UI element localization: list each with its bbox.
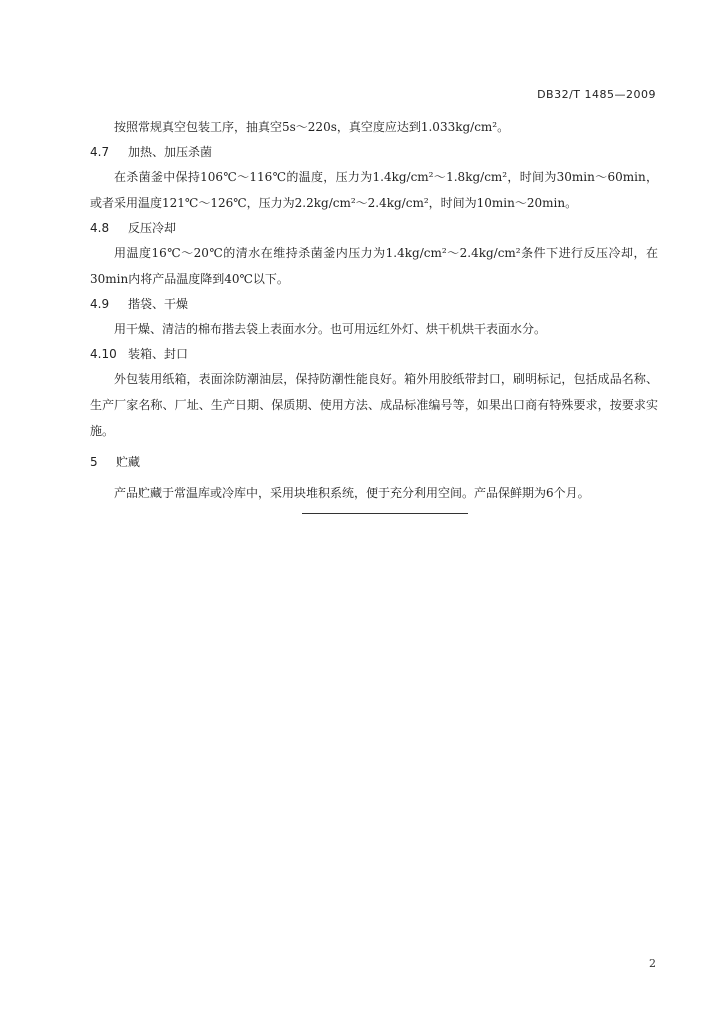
section-heading-4-8	[90, 216, 658, 240]
end-rule	[302, 513, 468, 514]
section-number: 4.9	[90, 297, 110, 311]
section-number: 4.10	[90, 347, 117, 361]
section-body-5: 产品贮藏于常温库或冷库中，采用块堆积系统，便于充分利用空间。产品保鲜期为6个月。	[114, 486, 590, 500]
section-title: 反压冷却	[128, 221, 177, 235]
section-title: 装箱、封口	[128, 347, 189, 361]
section-heading-4-9	[90, 292, 658, 316]
section-heading-4-10	[90, 342, 658, 366]
section-body-4-10: 外包装用纸箱，表面涂防潮油层，保持防潮性能良好。箱外用胶纸带封口，刷明标记，包括成品名称、生产厂家名称、厂址、生产日期、保质期、使用方法、成品标准编号等，如果出口商有特殊要求，按要求实施。	[90, 372, 658, 438]
section-heading-4-7	[90, 140, 658, 164]
section-body-4-8: 用温度16℃～20℃的清水在维持杀菌釜内压力为1.4kg/cm²～2.4kg/cm²条件下进行反压冷却，在30min内将产品温度降到40℃以下。	[90, 246, 658, 286]
section-number: 4.7	[90, 145, 110, 159]
section-number: 5	[90, 455, 98, 469]
section-title: 加热、加压杀菌	[128, 145, 213, 159]
section-body-4-9: 用干燥、清洁的棉布揩去袋上表面水分。也可用远红外灯、烘干机烘干表面水分。	[114, 322, 547, 336]
page-number: 2	[649, 957, 656, 970]
section-title: 揩袋、干燥	[128, 297, 189, 311]
section-4-6-continuation: 按照常规真空包装工序，抽真空5s～220s，真空度应达到1.033kg/cm²。	[114, 120, 510, 134]
standard-code: DB32/T 1485—2009	[537, 88, 656, 101]
section-title: 贮藏	[116, 455, 141, 469]
section-body-4-7: 在杀菌釜中保持106℃～116℃的温度，压力为1.4kg/cm²～1.8kg/cm²，时间为30min～60min，或者采用温度121℃～126℃，压力为2.2kg/cm²～2.4kg/cm²，时间为10min～20min。	[90, 170, 658, 210]
document-body	[90, 114, 658, 506]
section-heading-5	[90, 450, 658, 474]
section-number: 4.8	[90, 221, 110, 235]
